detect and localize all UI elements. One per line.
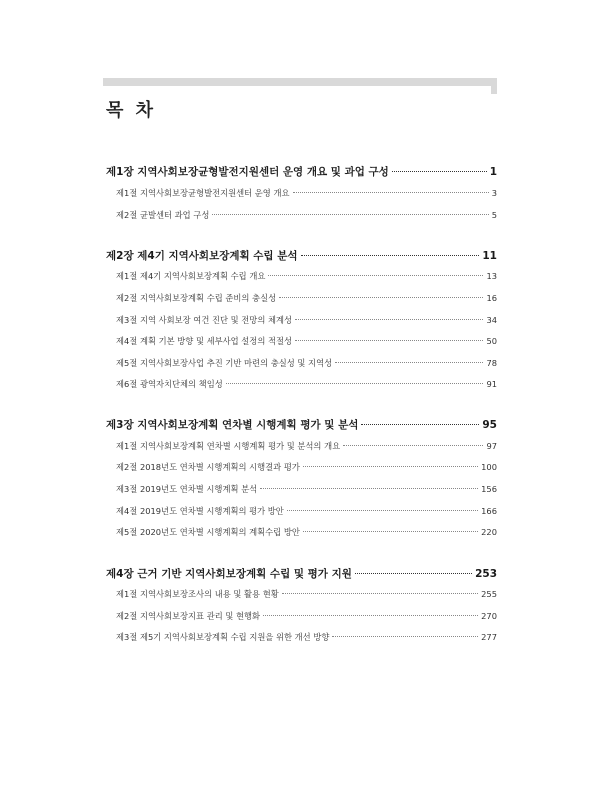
dot-leader bbox=[287, 510, 478, 511]
page-number: 13 bbox=[486, 271, 497, 281]
toc-section-2-1[interactable] bbox=[116, 270, 497, 282]
dot-leader bbox=[361, 424, 479, 425]
toc-section-1-2[interactable] bbox=[116, 209, 497, 221]
page-number: 270 bbox=[481, 611, 497, 621]
page-number: 16 bbox=[486, 293, 497, 303]
dot-leader bbox=[332, 636, 478, 637]
section-title: 제1절 지역사회보장균형발전지원센터 운영 개요 bbox=[116, 188, 290, 198]
chapter-title: 제2장 제4기 지역사회보장계획 수립 분석 bbox=[106, 250, 298, 262]
section-title: 제4절 계획 기본 방향 및 세부사업 설정의 적절성 bbox=[116, 336, 293, 346]
dot-leader bbox=[279, 297, 483, 298]
page-number: 277 bbox=[481, 632, 497, 642]
section-title: 제4절 2019년도 연차별 시행계획의 평가 방안 bbox=[116, 506, 284, 516]
page-number: 97 bbox=[486, 441, 497, 451]
toc-chapter-1[interactable] bbox=[106, 164, 497, 179]
dot-leader bbox=[212, 214, 488, 215]
header-rule-tab bbox=[491, 78, 497, 94]
dot-leader bbox=[303, 466, 478, 467]
page-number: 166 bbox=[481, 506, 497, 516]
chapter-title: 제3장 지역사회보장계획 연차별 시행계획 평가 및 분석 bbox=[106, 419, 359, 431]
dot-leader bbox=[355, 573, 472, 574]
dot-leader bbox=[268, 275, 483, 276]
toc-section-2-2[interactable] bbox=[116, 292, 497, 304]
page-number: 95 bbox=[482, 419, 497, 431]
dot-leader bbox=[295, 319, 483, 320]
header-rule bbox=[103, 78, 496, 86]
chapter-title: 제4장 근거 기반 지역사회보장계획 수립 및 평가 지원 bbox=[106, 568, 352, 580]
section-title: 제5절 2020년도 연차별 시행계획의 계획수립 방안 bbox=[116, 527, 300, 537]
toc-section-4-1[interactable] bbox=[116, 588, 497, 600]
dot-leader bbox=[343, 445, 483, 446]
section-title: 제3절 제5기 지역사회보장계획 수립 지원을 위한 개선 방향 bbox=[116, 632, 330, 642]
toc-chapter-3[interactable] bbox=[106, 417, 497, 432]
page-number: 255 bbox=[481, 589, 497, 599]
page-number: 220 bbox=[481, 527, 497, 537]
section-title: 제1절 지역사회보장계획 연차별 시행계획 평가 및 분석의 개요 bbox=[116, 441, 341, 451]
dot-leader bbox=[301, 255, 480, 256]
toc-section-3-4[interactable] bbox=[116, 505, 497, 517]
dot-leader bbox=[392, 171, 487, 172]
section-title: 제6절 광역자치단체의 책임성 bbox=[116, 379, 223, 389]
dot-leader bbox=[303, 531, 478, 532]
section-title: 제2절 지역사회보장지표 관리 및 현행화 bbox=[116, 611, 261, 621]
page-title: 목 차 bbox=[106, 100, 157, 121]
toc-section-2-4[interactable] bbox=[116, 335, 497, 347]
toc-chapter-2[interactable] bbox=[106, 248, 497, 263]
page-number: 11 bbox=[482, 250, 497, 262]
page-number: 100 bbox=[481, 462, 497, 472]
toc-section-4-3[interactable] bbox=[116, 631, 497, 643]
dot-leader bbox=[260, 488, 478, 489]
page-number: 1 bbox=[489, 166, 497, 178]
page-number: 34 bbox=[486, 315, 497, 325]
dot-leader bbox=[295, 340, 483, 341]
toc-section-2-5[interactable] bbox=[116, 357, 497, 369]
section-title: 제1절 지역사회보장조사의 내용 및 활용 현황 bbox=[116, 589, 279, 599]
section-title: 제3절 2019년도 연차별 시행계획 분석 bbox=[116, 484, 258, 494]
section-title: 제2절 2018년도 연차별 시행계획의 시행결과 평가 bbox=[116, 462, 300, 472]
dot-leader bbox=[263, 615, 478, 616]
toc-section-3-5[interactable] bbox=[116, 526, 497, 538]
page-number: 78 bbox=[486, 358, 497, 368]
page-number: 91 bbox=[486, 379, 497, 389]
page-number: 253 bbox=[475, 568, 497, 580]
toc-section-2-6[interactable] bbox=[116, 378, 497, 390]
toc-section-4-2[interactable] bbox=[116, 610, 497, 622]
toc-section-2-3[interactable] bbox=[116, 314, 497, 326]
toc-section-1-1[interactable] bbox=[116, 187, 497, 199]
section-title: 제1절 제4기 지역사회보장계획 수립 개요 bbox=[116, 271, 266, 281]
section-title: 제2절 균발센터 과업 구성 bbox=[116, 210, 210, 220]
toc-section-3-3[interactable] bbox=[116, 483, 497, 495]
dot-leader bbox=[293, 192, 489, 193]
page-number: 50 bbox=[486, 336, 497, 346]
chapter-title: 제1장 지역사회보장균형발전지원센터 운영 개요 및 과업 구성 bbox=[106, 166, 389, 178]
page-number: 156 bbox=[481, 484, 497, 494]
toc-section-3-1[interactable] bbox=[116, 440, 497, 452]
dot-leader bbox=[335, 362, 483, 363]
page-number: 3 bbox=[491, 188, 497, 198]
dot-leader bbox=[282, 593, 478, 594]
page-number: 5 bbox=[491, 210, 497, 220]
section-title: 제3절 지역 사회보장 여건 진단 및 전망의 체계성 bbox=[116, 315, 293, 325]
section-title: 제2절 지역사회보장계획 수립 준비의 충실성 bbox=[116, 293, 277, 303]
section-title: 제5절 지역사회보장사업 추진 기반 마련의 충실성 및 지역성 bbox=[116, 358, 333, 368]
toc-chapter-4[interactable] bbox=[106, 566, 497, 581]
toc-section-3-2[interactable] bbox=[116, 461, 497, 473]
dot-leader bbox=[226, 383, 484, 384]
